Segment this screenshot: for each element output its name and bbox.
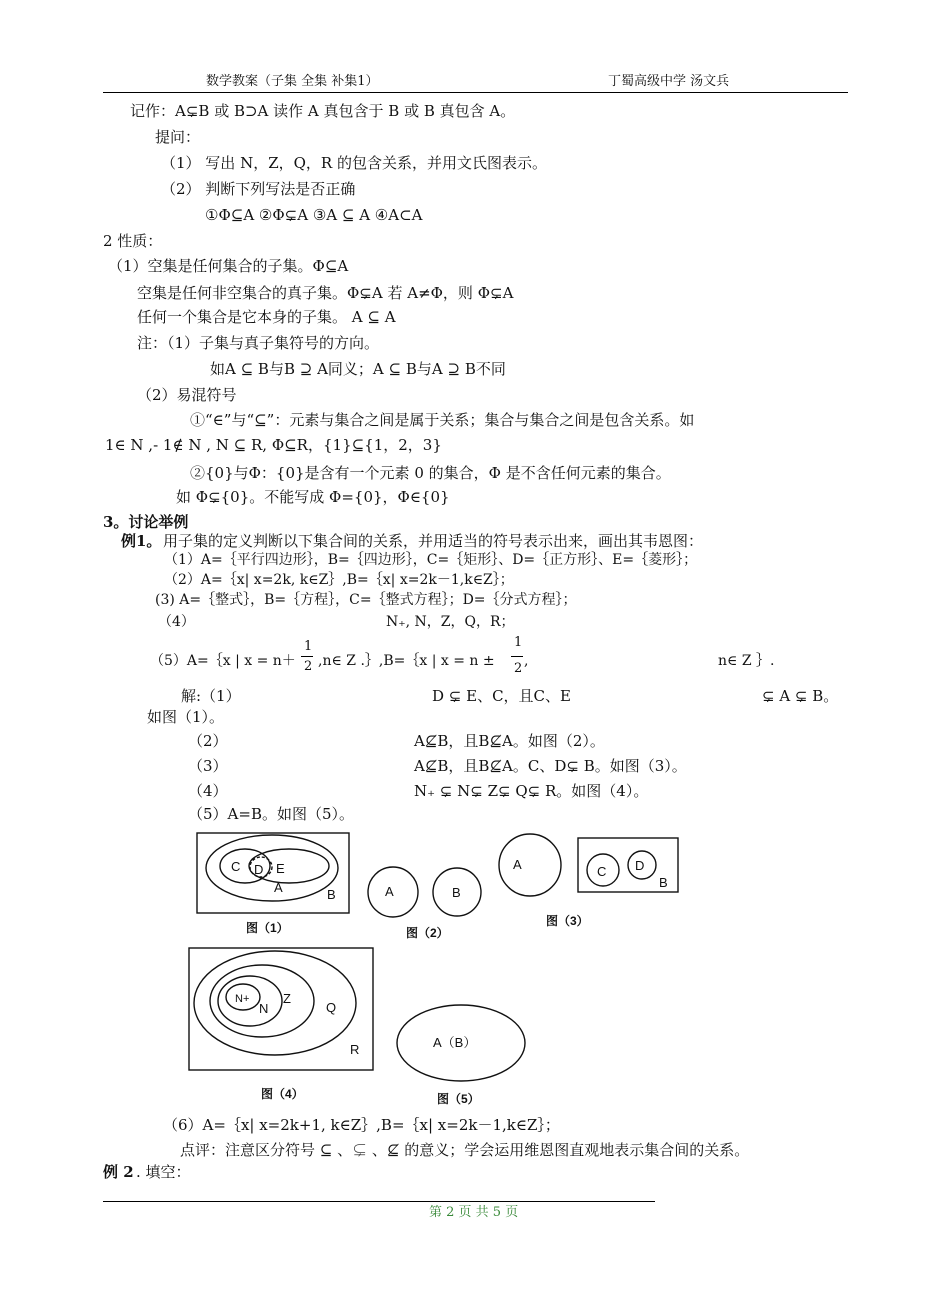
fig1-label-b: B bbox=[327, 887, 336, 902]
example-1-item-4-label: （4） bbox=[158, 614, 195, 630]
section-properties: 2 性质： bbox=[103, 232, 163, 250]
note-2-item-2-example: 如 Φ⊊{0}。不能写成 Φ={0}，Φ∈{0} bbox=[176, 488, 450, 506]
fig4-caption: 图（4） bbox=[261, 1087, 304, 1101]
example-1-label: 例1。 bbox=[121, 532, 162, 550]
note-2-item-1-example: 1∈ N ,- 1∉ N , N ⊆ R, Φ⊆R，{1}⊆{1，2，3} bbox=[105, 436, 442, 454]
fig3-label-b: B bbox=[659, 875, 668, 890]
solution-1-figref: 如图（1）。 bbox=[147, 708, 225, 726]
example-1-item-5-b: ,n∈ Z .｝,B=｛x | x = n ± bbox=[318, 653, 495, 669]
example-1-item-5-c: , bbox=[524, 653, 529, 669]
note-1: 注：（1）子集与真子集符号的方向。 bbox=[137, 334, 380, 352]
example-1-item-6: （6）A=｛x| x=2k+1, k∈Z｝,B=｛x| x=2k－1,k∈Z｝； bbox=[163, 1116, 560, 1134]
example-1-item-2: （2）A=｛x| x=2k, k∈Z｝,B=｛x| x=2k－1,k∈Z｝； bbox=[164, 572, 514, 588]
fig4-set-n bbox=[218, 976, 282, 1026]
notation-line: 记作：A⊊B 或 B⊃A 读作 A 真包含于 B 或 B 真包含 A。 bbox=[130, 102, 516, 120]
property-empty-proper: 空集是任何非空集合的真子集。Φ⊊A 若 A≠Φ，则 Φ⊊A bbox=[137, 284, 514, 302]
solution-4-label: （4） bbox=[188, 782, 228, 800]
fig4-label-n: N bbox=[259, 1001, 269, 1016]
note-2: （2）易混符号 bbox=[137, 386, 237, 404]
question-2-options: ①Φ⊆A ②Φ⊊A ③A ⊆ A ④A⊂A bbox=[205, 206, 423, 224]
example-1-prompt: 用子集的定义判断以下集合间的关系，并用适当的符号表示出来，画出其韦恩图： bbox=[163, 532, 704, 550]
solution-5: （5）A=B。如图（5）。 bbox=[188, 805, 355, 823]
solution-3-label: （3） bbox=[188, 757, 228, 775]
fig3-label-d: D bbox=[635, 858, 645, 873]
fig3-caption: 图（3） bbox=[546, 914, 589, 928]
header-author: 丁蜀高级中学 汤文兵 bbox=[608, 74, 730, 89]
question-heading: 提问： bbox=[155, 128, 201, 146]
property-1: （1）空集是任何集合的子集。Φ⊆A bbox=[108, 257, 349, 275]
fraction-2-numerator: 1 bbox=[514, 635, 523, 650]
fig1-label-a: A bbox=[274, 880, 283, 895]
fig3-label-a: A bbox=[513, 857, 522, 872]
fig3-label-c: C bbox=[597, 864, 607, 879]
example-1-item-5-d: n∈ Z ｝. bbox=[718, 653, 775, 669]
note-2-item-1: ①“∈”与“⊆”：元素与集合之间是属于关系；集合与集合之间是包含关系。如 bbox=[190, 411, 695, 429]
solution-1-label: 解:（1） bbox=[181, 687, 241, 705]
fraction-2-denominator: 2 bbox=[514, 661, 523, 676]
note-1-example: 如A ⊆ B与B ⊇ A同义；A ⊆ B与A ⊇ B不同 bbox=[210, 360, 506, 378]
fig4-label-r: R bbox=[350, 1042, 360, 1057]
example-1-item-5-a: （5）A=｛x | x = n＋ bbox=[150, 653, 296, 669]
solution-4-body: N₊ ⊊ N⊊ Z⊊ Q⊊ R。如图（4）。 bbox=[414, 782, 649, 800]
solution-2-label: （2） bbox=[188, 732, 228, 750]
question-1: （1） 写出 N，Z，Q，R 的包含关系，并用文氏图表示。 bbox=[161, 154, 547, 172]
section-discussion: 3。讨论举例 bbox=[103, 513, 189, 531]
note-2-item-2: ②{0}与Φ：{0}是含有一个元素 0 的集合，Φ 是不含任何元素的集合。 bbox=[190, 464, 671, 482]
fig1-caption: 图（1） bbox=[246, 921, 289, 935]
example-1-item-1: （1）A=｛平行四边形｝，B=｛四边形｝，C=｛矩形｝、D=｛正方形｝、E=｛菱形｝； bbox=[164, 552, 698, 568]
fraction-1-denominator: 2 bbox=[304, 659, 313, 674]
example-1-item-4-sets: N₊, N，Z，Q，R； bbox=[386, 614, 515, 630]
fig2-label-a: A bbox=[385, 884, 394, 899]
solution-1-tail: ⊊ A ⊊ B。 bbox=[762, 687, 839, 705]
fig2-caption: 图（2） bbox=[406, 926, 449, 940]
example-2-label: 例 2 bbox=[103, 1163, 134, 1181]
fig4-label-q: Q bbox=[326, 1000, 337, 1015]
fig4-label-nplus: N+ bbox=[235, 993, 250, 1005]
solution-2-body: A⊈B，且B⊈A。如图（2）。 bbox=[414, 732, 605, 750]
comment-line: 点评：注意区分符号 ⊆ 、⊊ 、⊈ 的意义；学会运用维恩图直观地表示集合间的关系。 bbox=[180, 1141, 750, 1159]
solution-1-body: D ⊊ E、C，且C、E bbox=[432, 687, 571, 705]
fig3-set-a bbox=[499, 834, 561, 896]
page-number: 第 2 页 共 5 页 bbox=[429, 1205, 519, 1220]
solution-3-body: A⊈B，且B⊈A。C、D⊊ B。如图（3）。 bbox=[414, 757, 687, 775]
footer-rule bbox=[103, 1201, 655, 1202]
fig5-label-ab: A（B） bbox=[433, 1035, 477, 1050]
fraction-1-numerator: 1 bbox=[304, 639, 313, 654]
fig2-label-b: B bbox=[452, 885, 461, 900]
property-self-subset: 任何一个集合是它本身的子集。 A ⊆ A bbox=[137, 308, 396, 326]
fig5-caption: 图（5） bbox=[437, 1092, 480, 1106]
fig1-label-c: C bbox=[231, 859, 241, 874]
fig1-label-d: D bbox=[254, 862, 264, 877]
fig1-label-e: E bbox=[276, 861, 285, 876]
fig4-label-z: Z bbox=[283, 991, 291, 1006]
header-title: 数学教案（子集 全集 补集1） bbox=[206, 74, 379, 89]
example-1-item-3: (3) A=｛整式｝，B=｛方程｝，C=｛整式方程｝；D=｛分式方程｝； bbox=[155, 592, 577, 608]
example-2-prompt: . 填空： bbox=[136, 1163, 191, 1181]
question-2: （2） 判断下列写法是否正确 bbox=[161, 180, 356, 198]
